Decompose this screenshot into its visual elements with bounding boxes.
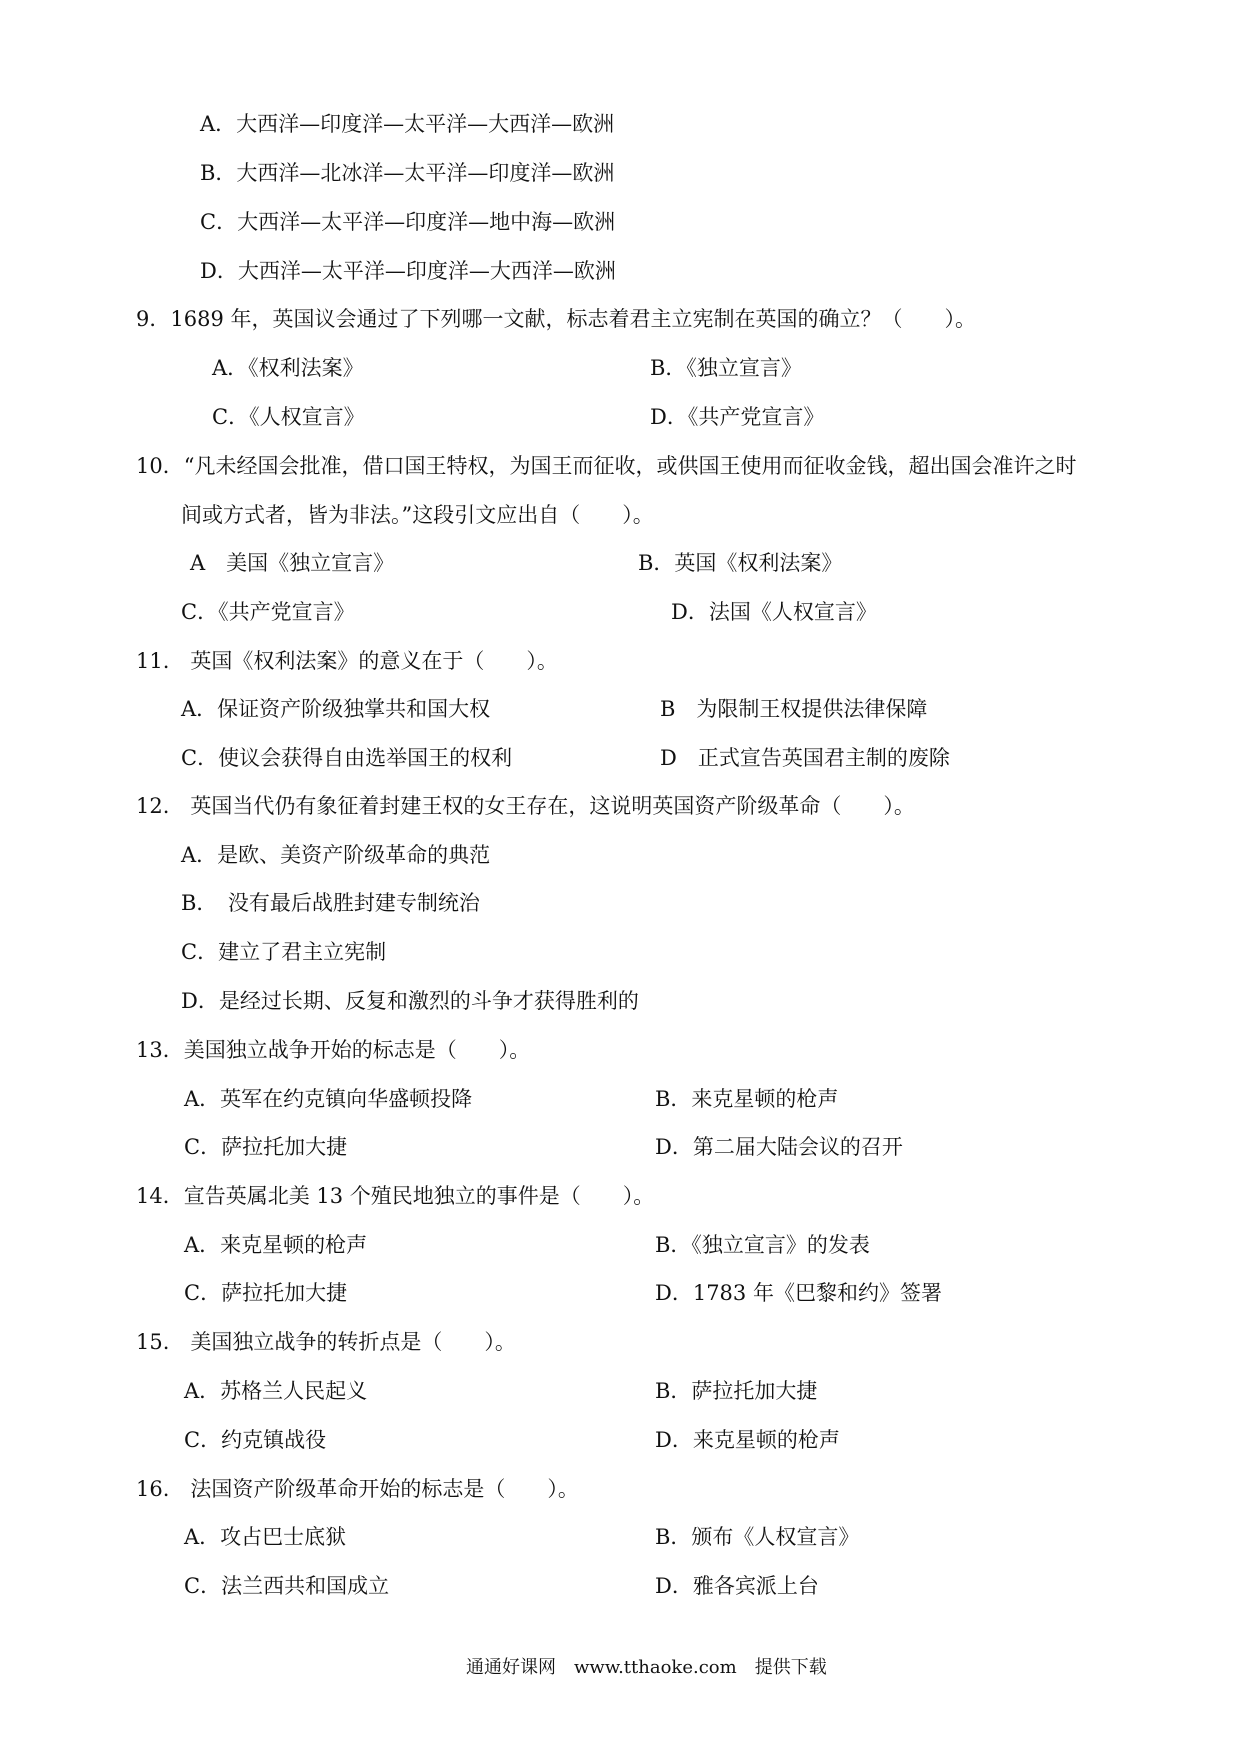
q12-option-b: B． 没有最后战胜封建专制统治 xyxy=(181,891,480,915)
q14-stem: 14．宣告英属北美 13 个殖民地独立的事件是（ ）。 xyxy=(136,1184,655,1208)
q11-option-b: B 为限制王权提供法律保障 xyxy=(660,697,928,721)
q12-stem: 12. 英国当代仍有象征着封建王权的女王存在，这说明英国资产阶级革命（ ）。 xyxy=(136,794,915,818)
q11-stem: 11. 英国《权利法案》的意义在于（ ）。 xyxy=(136,649,558,673)
q11-option-c: C．使议会获得自由选举国王的权利 xyxy=(181,746,513,770)
page-footer: 通通好课网 www.tthaoke.com 提供下载 xyxy=(466,1657,827,1678)
q12-option-a: A．是欧、美资产阶级革命的典范 xyxy=(181,843,491,867)
q16-option-b: B．颁布《人权宣言》 xyxy=(655,1525,860,1549)
q13-stem: 13．美国独立战争开始的标志是（ ）。 xyxy=(136,1038,531,1062)
q10-stem-line2: 间或方式者，皆为非法。”这段引文应出自（ ）。 xyxy=(181,503,654,527)
q12-option-c: C．建立了君主立宪制 xyxy=(181,940,387,964)
q15-option-b: B．萨拉托加大捷 xyxy=(655,1379,818,1403)
q10-option-d: D．法国《人权宣言》 xyxy=(671,600,877,624)
q13-option-a: A．英军在约克镇向华盛顿投降 xyxy=(184,1087,473,1111)
q12-option-d: D．是经过长期、反复和激烈的斗争才获得胜利的 xyxy=(181,989,639,1013)
q13-option-d: D．第二届大陆会议的召开 xyxy=(655,1135,903,1159)
q16-option-c: C．法兰西共和国成立 xyxy=(184,1574,390,1598)
q9-option-d: D．《共产党宣言》 xyxy=(650,405,825,429)
q15-stem: 15. 美国独立战争的转折点是（ ）。 xyxy=(136,1330,516,1354)
q10-option-a: A 美国《独立宣言》 xyxy=(190,551,395,575)
q16-option-d: D．雅各宾派上台 xyxy=(655,1574,819,1598)
q8-option-a: A．大西洋—印度洋—太平洋—大西洋—欧洲 xyxy=(200,112,615,136)
q15-option-a: A．苏格兰人民起义 xyxy=(184,1379,368,1403)
q14-option-b: B．《独立宣言》的发表 xyxy=(655,1233,870,1257)
q9-option-c: C．《人权宣言》 xyxy=(212,405,365,429)
q16-option-a: A．攻占巴士底狱 xyxy=(184,1525,347,1549)
q14-option-d: D．1783 年《巴黎和约》签署 xyxy=(655,1281,942,1305)
q13-option-c: C．萨拉托加大捷 xyxy=(184,1135,348,1159)
q8-option-d: D．大西洋—太平洋—印度洋—大西洋—欧洲 xyxy=(200,259,616,283)
q10-option-b: B．英国《权利法案》 xyxy=(638,551,843,575)
q14-option-c: C．萨拉托加大捷 xyxy=(184,1281,348,1305)
q9-option-a: A．《权利法案》 xyxy=(212,356,364,380)
q15-option-c: C．约克镇战役 xyxy=(184,1428,327,1452)
q10-option-c: C．《共产党宣言》 xyxy=(181,600,355,624)
q11-option-a: A．保证资产阶级独掌共和国大权 xyxy=(181,697,491,721)
q9-stem: 9．1689 年，英国议会通过了下列哪一文献，标志着君主立宪制在英国的确立？（ ）。 xyxy=(136,307,976,331)
q9-option-b: B．《独立宣言》 xyxy=(650,356,802,380)
q14-option-a: A．来克星顿的枪声 xyxy=(184,1233,368,1257)
q11-option-d: D 正式宣告英国君主制的废除 xyxy=(660,746,950,770)
q15-option-d: D．来克星顿的枪声 xyxy=(655,1428,840,1452)
q16-stem: 16. 法国资产阶级革命开始的标志是（ ）。 xyxy=(136,1477,579,1501)
q10-stem-line1: 10．“凡未经国会批准，借口国王特权，为国王而征收，或供国王使用而征收金钱，超出国会准许之时 xyxy=(136,454,1077,478)
q8-option-c: C．大西洋—太平洋—印度洋—地中海—欧洲 xyxy=(200,210,616,234)
q13-option-b: B．来克星顿的枪声 xyxy=(655,1087,839,1111)
q8-option-b: B．大西洋—北冰洋—太平洋—印度洋—欧洲 xyxy=(200,161,615,185)
